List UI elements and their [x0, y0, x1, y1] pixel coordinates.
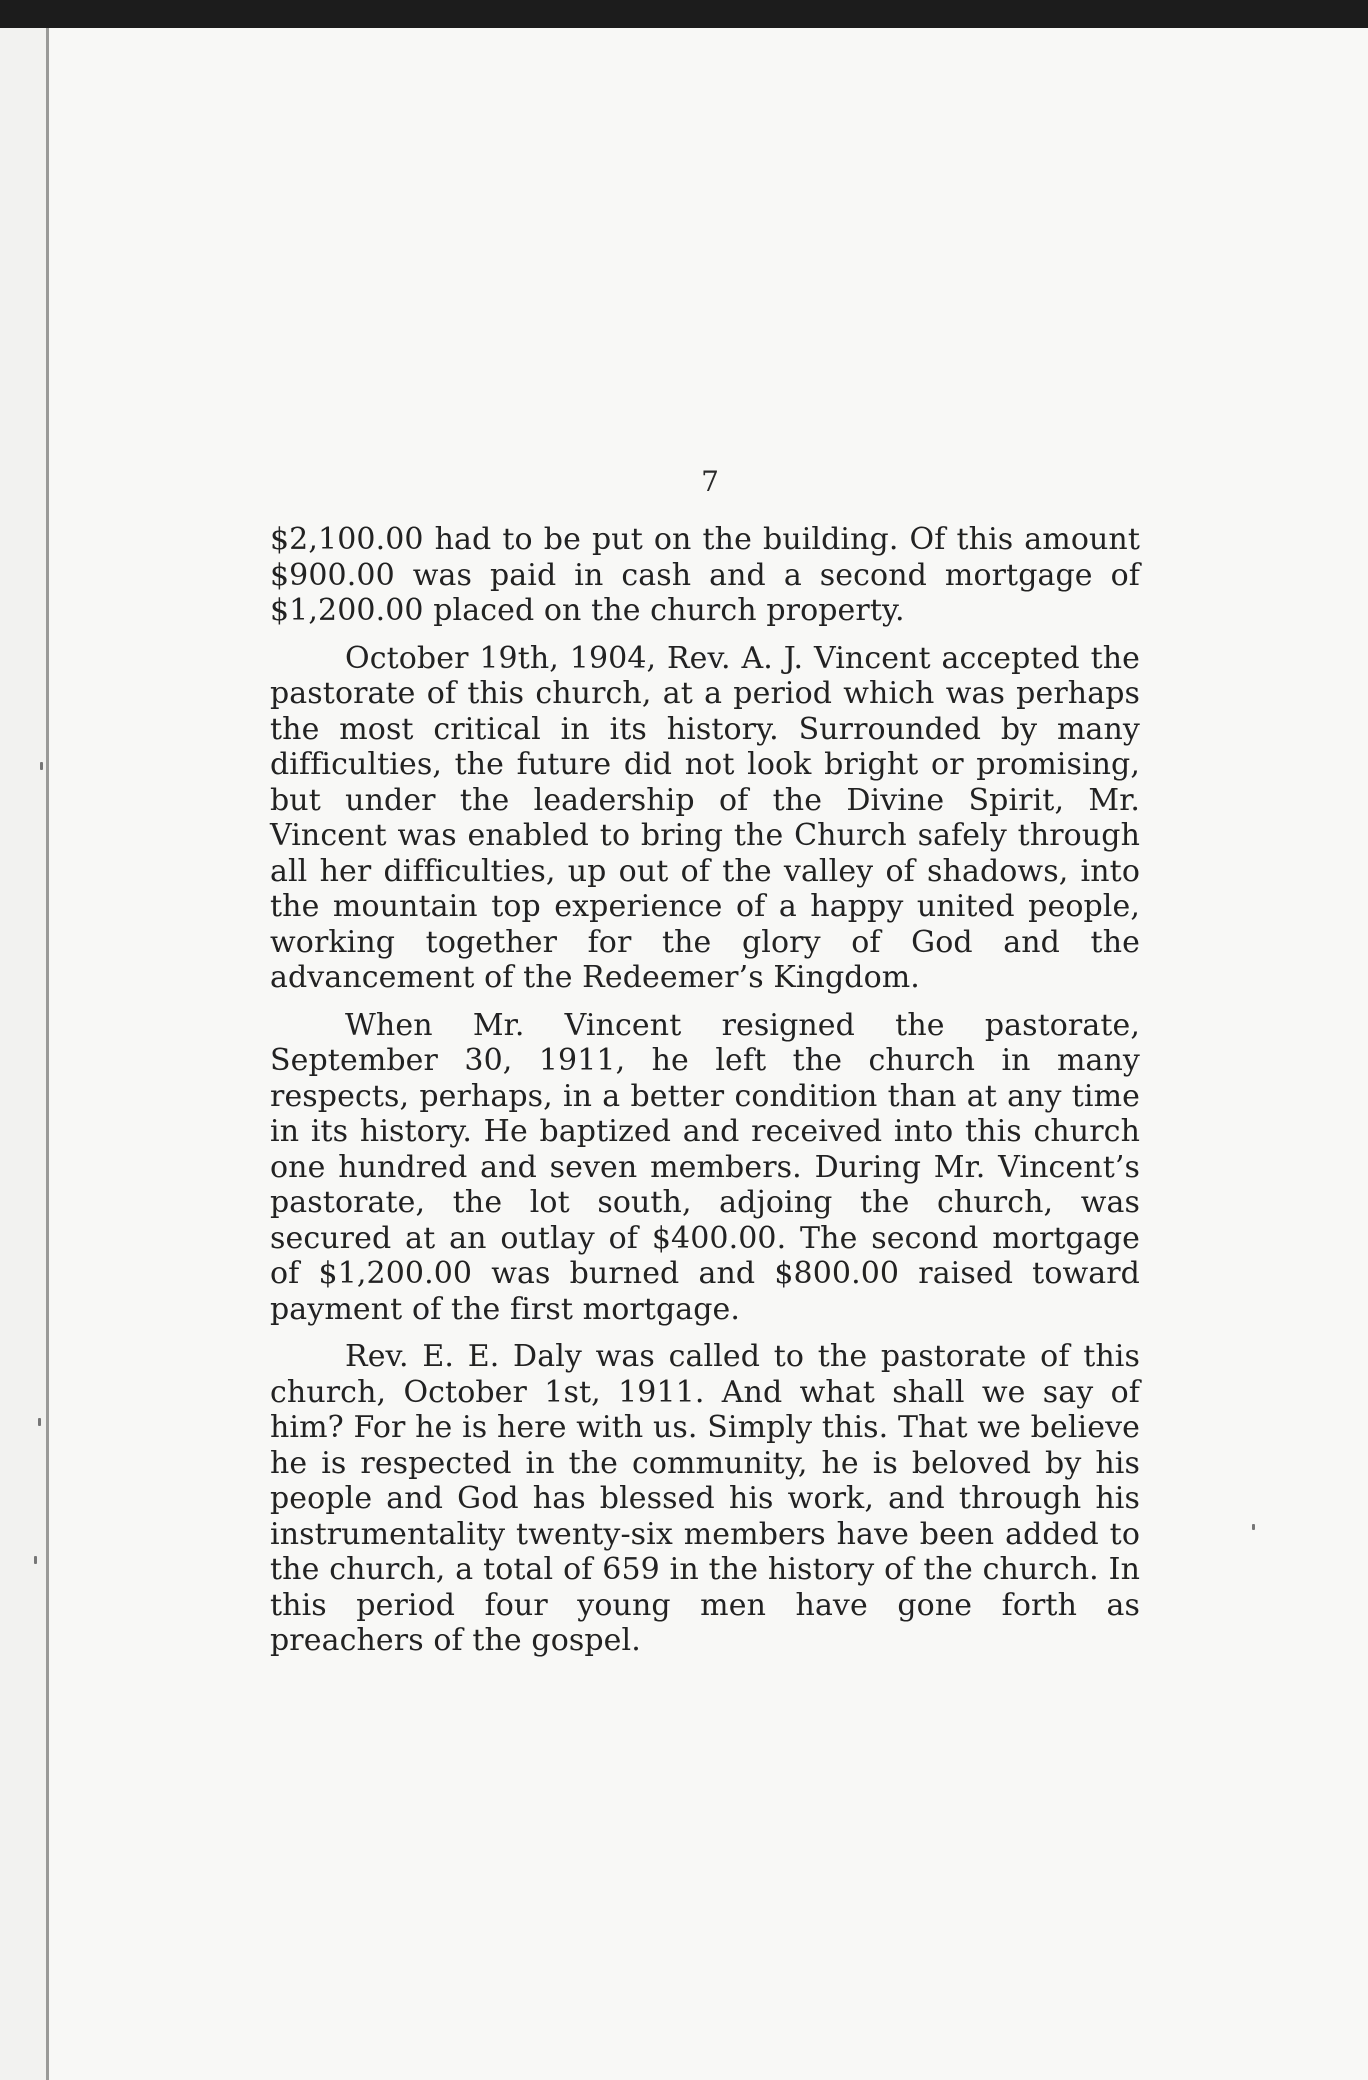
- scan-speck: [40, 762, 43, 770]
- page-binding-edge: [0, 28, 49, 2080]
- paragraph: Rev. E. E. Daly was called to the pastorate of this church, October 1st, 1911. And what shall we say of him? For he is here with us. Simply this. That we believe he is respected in the community, he is beloved by his people and God has blessed his work, and through his instrumentality twenty-six members have been added to the church, a total of 659 in the history of the church. In this period four young men have gone forth as preachers of the gospel.: [270, 1339, 1140, 1658]
- paragraph: $2,100.00 had to be put on the building. Of this amount $900.00 was paid in cash and a second mortgage of $1,200.00 placed on the church property.: [270, 522, 1140, 628]
- scan-speck: [1252, 1524, 1255, 1530]
- paragraph: When Mr. Vincent resigned the pastorate, September 30, 1911, he left the church in many respects, perhaps, in a better condition than at any time in its history. He baptized and received into this church one hundred and seven members. During Mr. Vincent’s pastorate, the lot south, adjoing the church, was secured at an outlay of $400.00. The second mortgage of $1,200.00 was burned and $800.00 raised toward payment of the first mortgage.: [270, 1007, 1140, 1327]
- scan-speck: [34, 1556, 37, 1564]
- page-number: 7: [701, 465, 719, 498]
- scan-top-border: [0, 0, 1368, 28]
- body-text: [270, 522, 1140, 1671]
- paragraph: October 19th, 1904, Rev. A. J. Vincent accepted the pastorate of this church, at a period which was perhaps the most critical in its history. Surrounded by many difficulties, the future did not look bright or promising, but under the leadership of the Divine Spirit, Mr. Vincent was enabled to bring the Church safely through all her difficulties, up out of the valley of shadows, into the mountain top experience of a happy united people, working together for the glory of God and the advancement of the Redeemer’s Kingdom.: [270, 640, 1140, 995]
- scan-speck: [38, 1418, 41, 1426]
